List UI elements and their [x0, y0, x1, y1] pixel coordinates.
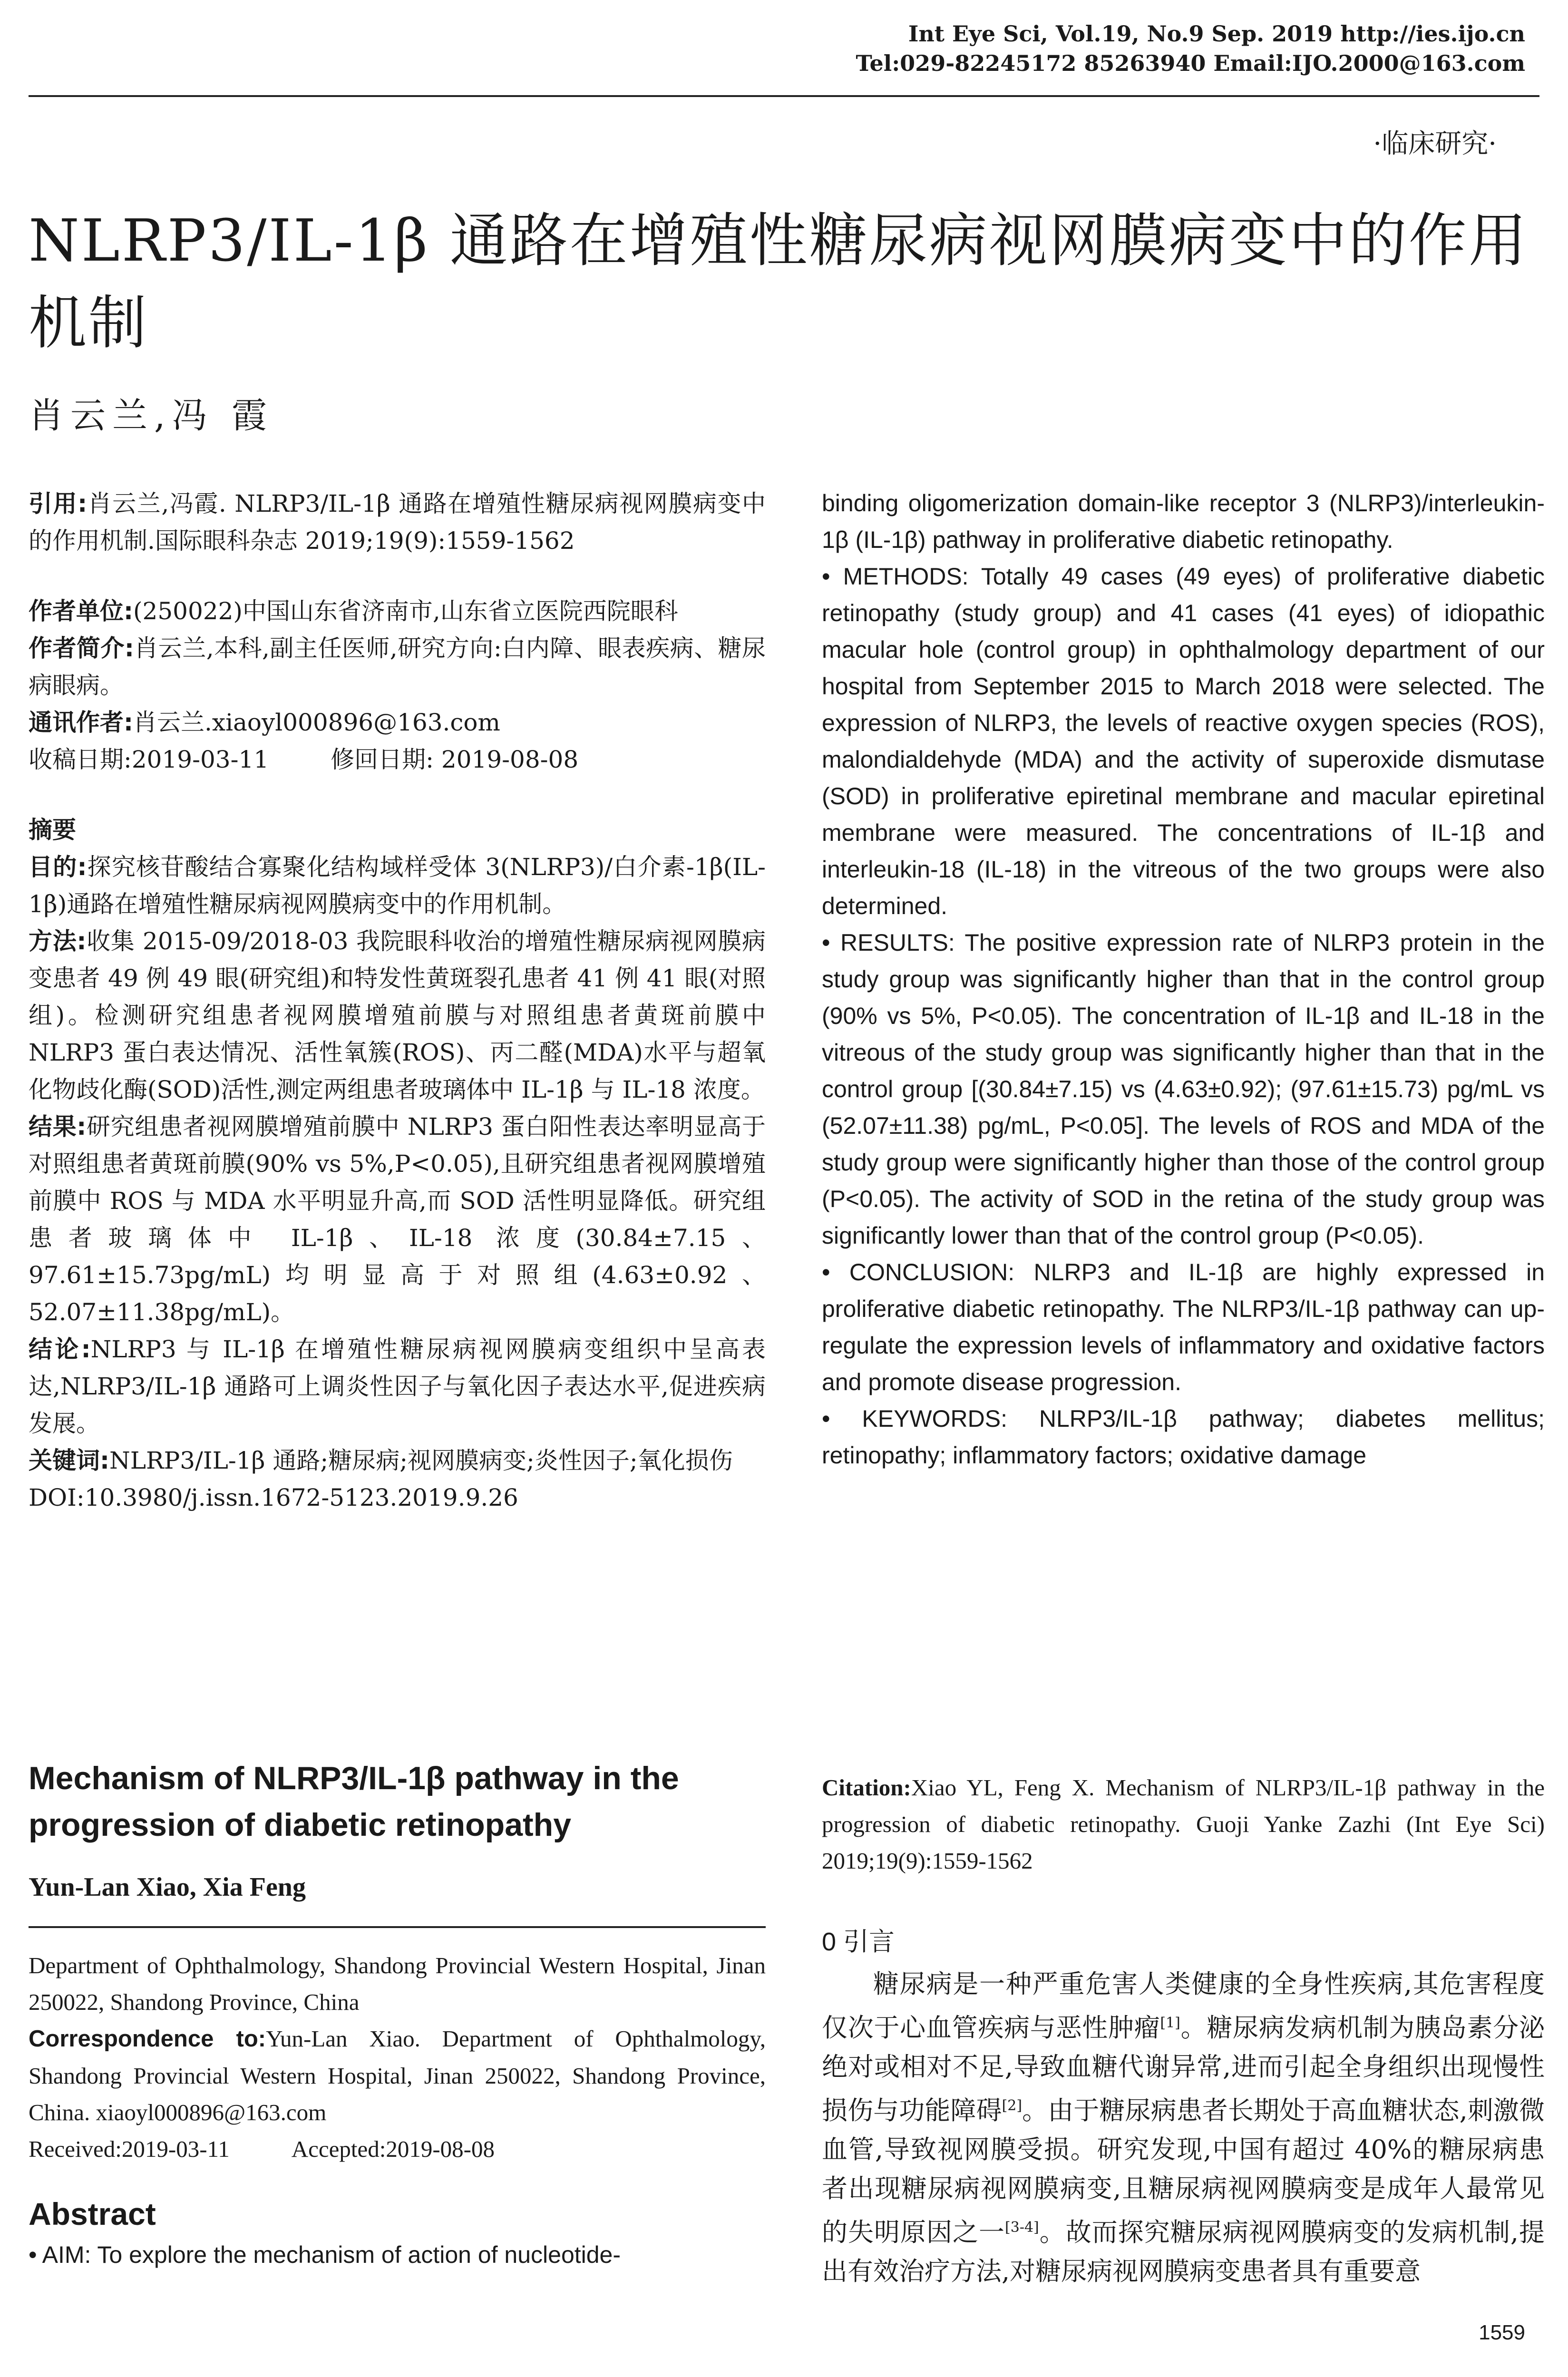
running-header	[856, 19, 1526, 78]
authors-rule	[29, 1926, 766, 1928]
abstract-aim-zh: 目的:探究核苷酸结合寡聚化结构域样受体 3(NLRP3)/白介素-1β(IL-1β)通路在增殖性糖尿病视网膜病变中的作用机制。	[29, 853, 766, 918]
correspondence-zh: 通讯作者:肖云兰.xiaoyl000896@163.com	[29, 709, 500, 736]
intro-heading: 0 引言	[822, 1928, 895, 1956]
authors-zh: 肖云兰,冯 霞	[29, 395, 274, 436]
abstract-results-en: • RESULTS: The positive expression rate of NLRP3 protein in the study group was significantly higher than that in the control group (90% vs 5%, P<0.05). The concentration of IL-1β and IL-18 in the vitreous of the study group was significantly higher than that in the control group [(30.84±7.15) vs (4.63±0.92); (97.61±15.73) pg/mL vs (52.07±11.38) pg/mL, P<0.05]. The levels of ROS and MDA of the study group were significantly higher than those of the control group (P<0.05). The activity of SOD in the retina of the study group was significantly lower than that of the control group (P<0.05).	[822, 929, 1545, 1249]
keywords-en: • KEYWORDS: NLRP3/IL-1β pathway; diabetes mellitus; retinopathy; inflammatory factors; oxidative damage	[822, 1405, 1545, 1469]
abstract-aim-en-line1: • AIM: To explore the mechanism of action of nucleotide-	[29, 2241, 621, 2268]
right-column-en	[822, 485, 1545, 1474]
page-number: 1559	[1479, 2321, 1525, 2344]
author-bio-zh: 作者简介:肖云兰,本科,副主任医师,研究方向:白内障、眼表疾病、糖尿病眼病。	[29, 634, 766, 699]
abstract-aim-en-start	[29, 2237, 766, 2273]
left-column-zh	[29, 485, 766, 1516]
intro-paragraph: 糖尿病是一种严重危害人类健康的全身性疾病,其危害程度仅次于心血管疾病与恶性肿瘤[1]。糖尿病发病机制为胰岛素分泌绝对或相对不足,导致血糖代谢异常,进而引起全身组织出现慢性损伤与功能障碍[2]。由于糖尿病患者长期处于高血糖状态,刺激微血管,导致视网膜受损。研究发现,中国有超过 40%的糖尿病患者出现糖尿病视网膜病变,且糖尿病视网膜病变是成年人最常见的失明原因之一[3-4]。故而探究糖尿病视网膜病变的发病机制,提出有效治疗方法,对糖尿病视网膜病变患者具有重要意	[822, 1969, 1545, 2286]
title-en: Mechanism of NLRP3/IL-1β pathway in the progression of diabetic retinopathy	[29, 1760, 679, 1843]
dates-zh: 收稿日期:2019-03-11 修回日期: 2019-08-08	[29, 746, 579, 773]
abstract-conclusion-zh: 结论:NLRP3 与 IL-1β 在增殖性糖尿病视网膜病变组织中呈高表达,NLRP3/IL-1β 通路可上调炎性因子与氧化因子表达水平,促进疾病发展。	[29, 1335, 766, 1437]
abstract-results-zh: 结果:研究组患者视网膜增殖前膜中 NLRP3 蛋白阳性表达率明显高于对照组患者黄斑前膜(90% vs 5%,P<0.05),且研究组患者视网膜增殖前膜中 ROS 与 MDA 水平明显升高,而 SOD 活性明显降低。研究组患者玻璃体中 IL-1β、IL-18 浓度(30.84±7.15、97.61±15.73pg/mL)均明显高于对照组(4.63±0.92、52.07±11.38pg/mL)。	[29, 1113, 766, 1326]
abstract-heading-zh: 摘要	[29, 816, 76, 844]
abstract-methods-en: • METHODS: Totally 49 cases (49 eyes) of proliferative diabetic retinopathy (study group) and 41 cases (41 eyes) of idiopathic macular hole (control group) in ophthalmology department of our hospital from September 2015 to March 2018 were selected. The expression of NLRP3, the levels of reactive oxygen species (ROS), malondialdehyde (MDA) and the activity of superoxide dismutase (SOD) in proliferative epiretinal membrane and macular epiretinal membrane were measured. The concentrations of IL-1β and interleukin-18 (IL-18) in the vitreous of the two groups were also determined.	[822, 563, 1545, 919]
left-column-en	[29, 1755, 766, 2273]
header-journal-line: Int Eye Sci, Vol.19, No.9 Sep. 2019 http://ies.ijo.cn	[908, 21, 1525, 47]
citation-en	[822, 1769, 1545, 1879]
doi: DOI:10.3980/j.issn.1672-5123.2019.9.26	[29, 1484, 518, 1511]
abstract-methods-zh: 方法:收集 2015-09/2018-03 我院眼科收治的增殖性糖尿病视网膜病变患者 49 例 49 眼(研究组)和特发性黄斑裂孔患者 41 例 41 眼(对照组)。检测研究组患者视网膜增殖前膜与对照组患者黄斑前膜中 NLRP3 蛋白表达情况、活性氧簇(ROS)、丙二醛(MDA)水平与超氧化物歧化酶(SOD)活性,测定两组患者玻璃体中 IL-1β 与 IL-18 浓度。	[29, 927, 766, 1103]
abstract-aim-en-cont: binding oligomerization domain-like receptor 3 (NLRP3)/interleukin-1β (IL-1β) pathway in proliferative diabetic retinopathy.	[822, 490, 1545, 553]
citation-en-label: Citation:	[822, 1774, 911, 1801]
keywords-zh: 关键词:NLRP3/IL-1β 通路;糖尿病;视网膜病变;炎性因子;氧化损伤	[29, 1447, 733, 1474]
dates-en: Received:2019-03-11 Accepted:2019-08-08	[29, 2136, 495, 2162]
section-tag: ·临床研究·	[1373, 128, 1497, 159]
citation-en-text: Xiao YL, Feng X. Mechanism of NLRP3/IL-1β pathway in the progression of diabetic retinopathy. Guoji Yanke Zazhi (Int Eye Sci) 2019;19(9):1559-1562	[822, 1774, 1545, 1874]
header-contact-line: Tel:029-82245172 85263940 Email:IJO.2000@163.com	[856, 50, 1525, 77]
abstract-heading-en: Abstract	[29, 2196, 156, 2231]
abstract-conclusion-en: • CONCLUSION: NLRP3 and IL-1β are highly expressed in proliferative diabetic retinopathy. The NLRP3/IL-1β pathway can up-regulate the expression levels of inflammatory and oxidative factors and promote disease progression.	[822, 1259, 1545, 1395]
affiliation-zh: 作者单位:(250022)中国山东省济南市,山东省立医院西院眼科	[29, 597, 678, 625]
citation-zh: 引用:肖云兰,冯霞. NLRP3/IL-1β 通路在增殖性糖尿病视网膜病变中的作用机制.国际眼科杂志 2019;19(9):1559-1562	[29, 490, 766, 555]
authors-en: Yun-Lan Xiao, Xia Feng	[29, 1872, 306, 1902]
affiliation-en: Department of Ophthalmology, Shandong Provincial Western Hospital, Jinan 250022, Shandong Province, China	[29, 1952, 766, 2015]
header-rule	[29, 95, 1539, 97]
page-title: NLRP3/IL-1β 通路在增殖性糖尿病视网膜病变中的作用机制	[29, 207, 1529, 357]
introduction	[822, 1921, 1545, 2291]
correspondence-en: Correspondence to:Yun-Lan Xiao. Department of Ophthalmology, Shandong Provincial Western Hospital, Jinan 250022, Shandong Province, China. xiaoyl000896@163.com	[29, 2026, 766, 2125]
affiliation-block-en	[29, 1947, 766, 2167]
